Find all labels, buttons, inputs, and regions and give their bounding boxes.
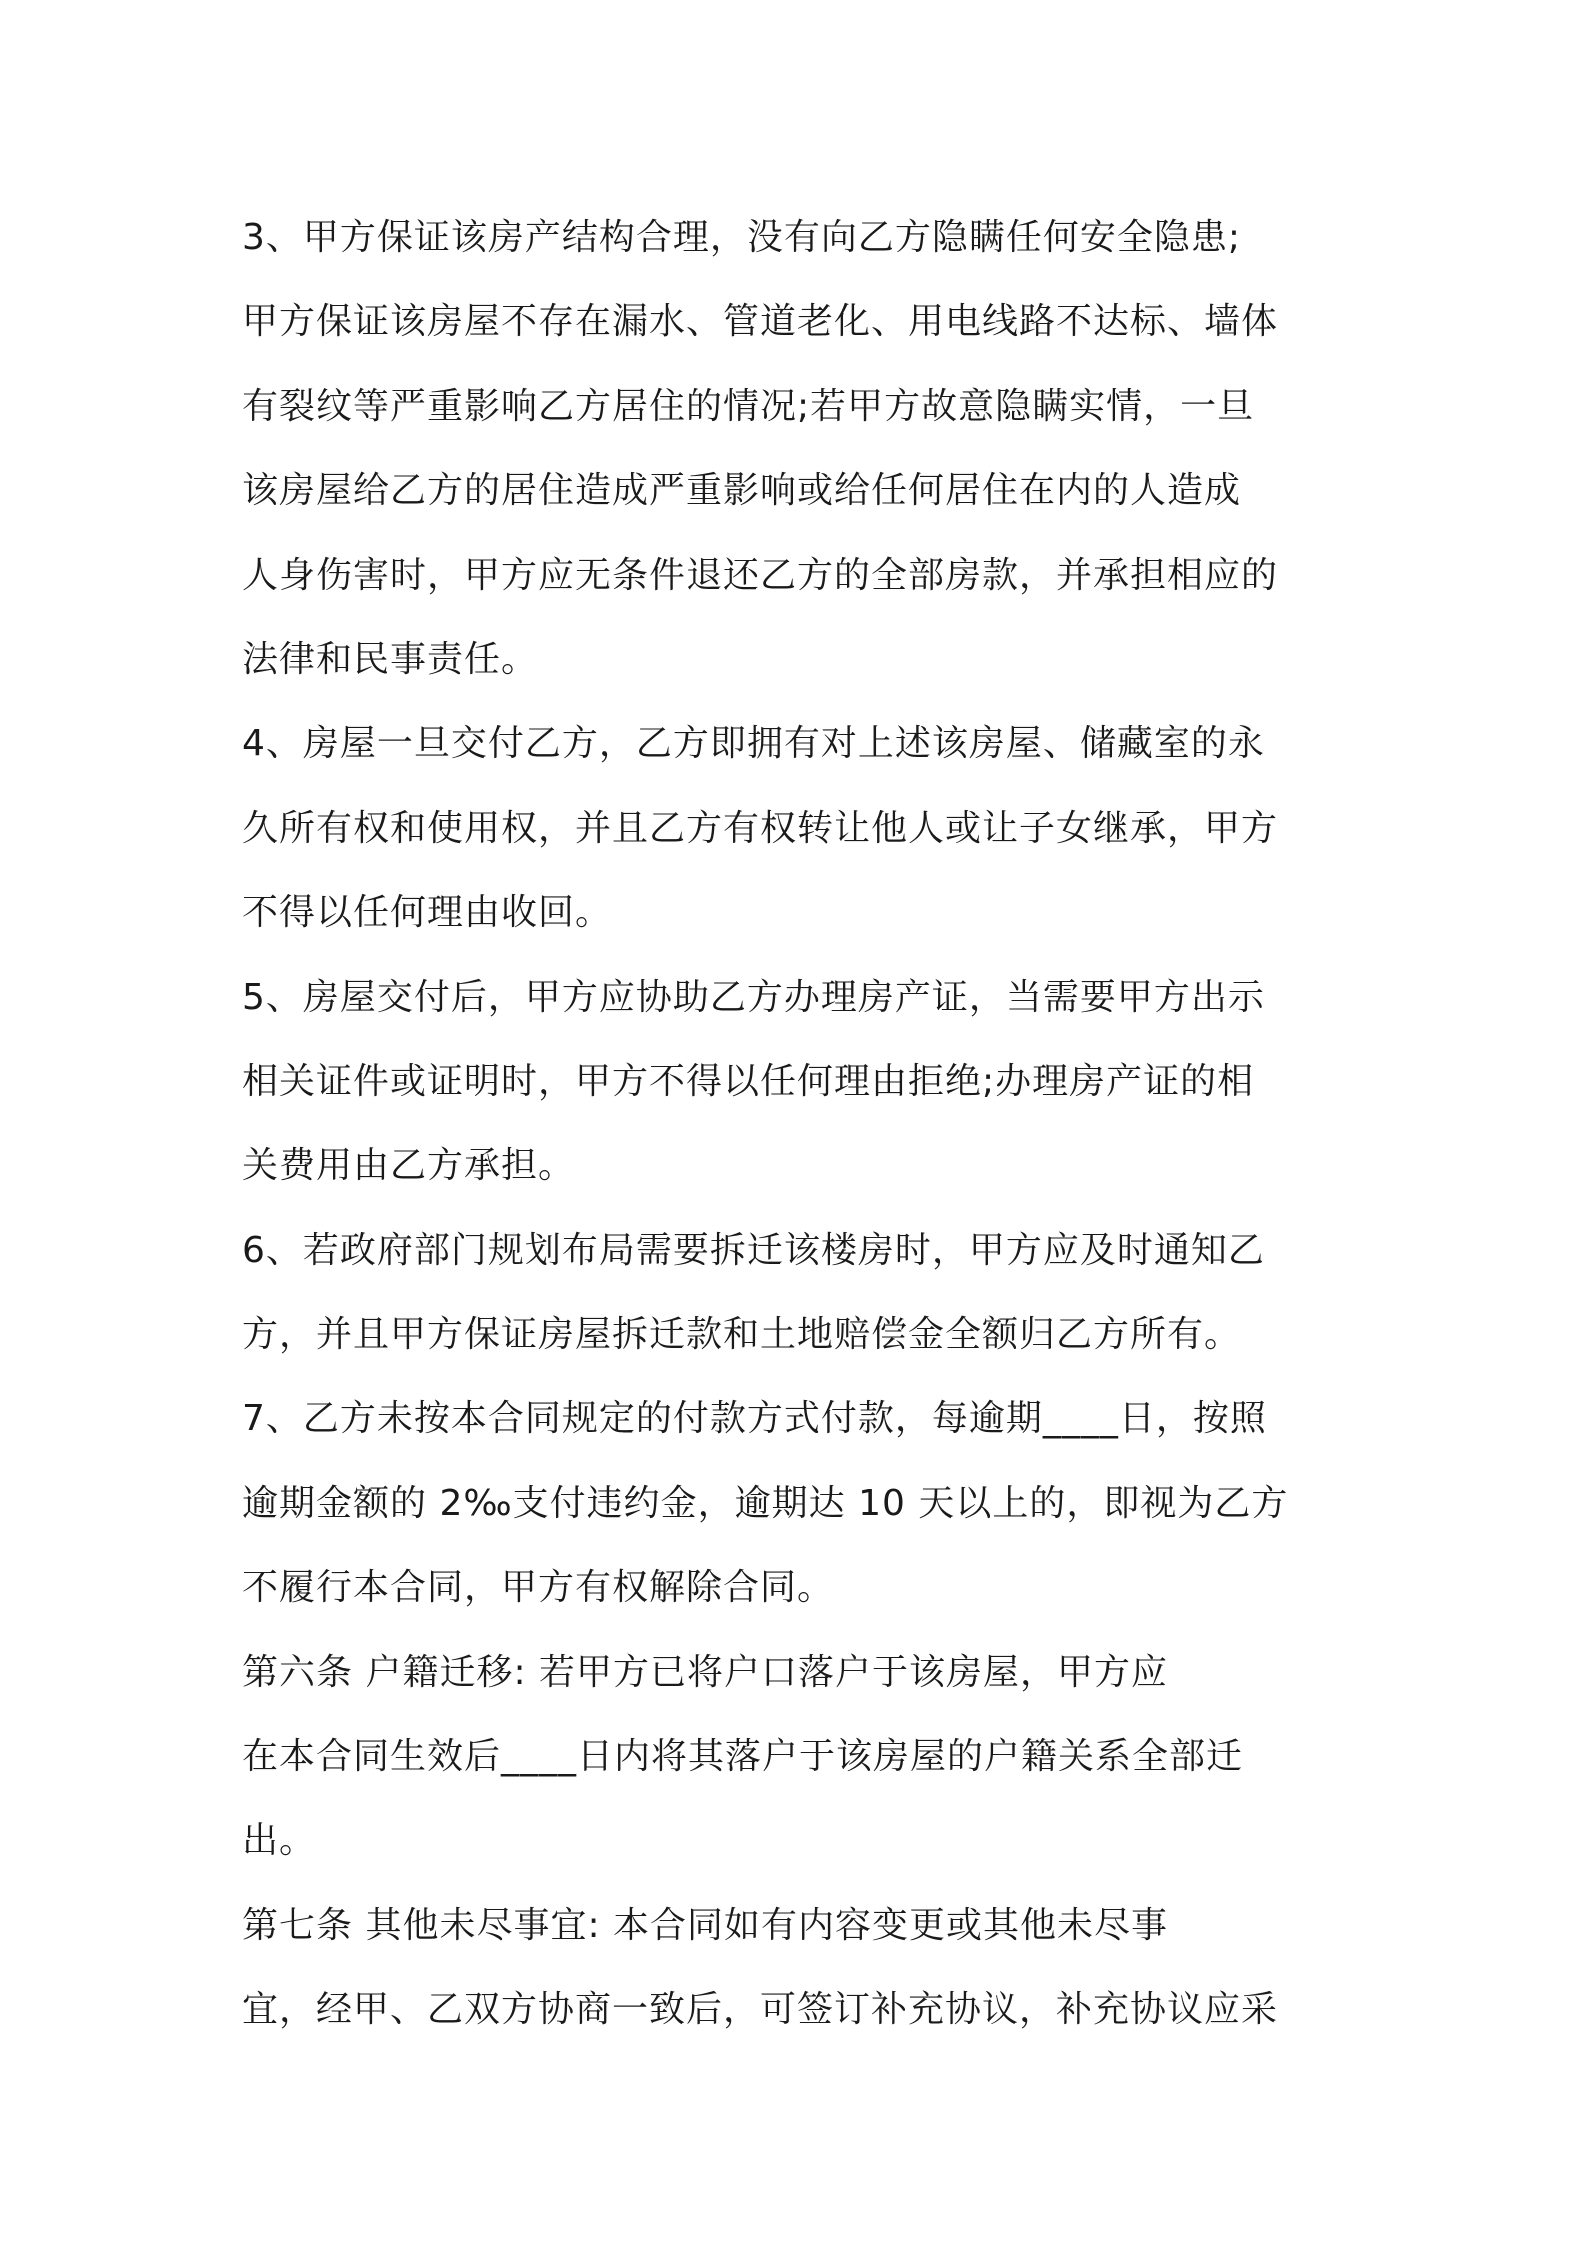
text-line: 第七条 其他未尽事宜: 本合同如有内容变更或其他未尽事 [242,1904,1169,1946]
text-line: 第六条 户籍迁移: 若甲方已将户口落户于该房屋，甲方应 [242,1651,1169,1693]
text-line: 不履行本合同，甲方有权解除合同。 [242,1567,835,1609]
text-line: 4、房屋一旦交付乙方，乙方即拥有对上述该房屋、储藏室的永 [242,723,1265,765]
text-line: 逾期金额的 2‰支付违约金，逾期达 10 天以上的，即视为乙方 [242,1482,1289,1524]
text-line: 久所有权和使用权，并且乙方有权转让他人或让子女继承，甲方 [242,807,1279,849]
text-line: 该房屋给乙方的居住造成严重影响或给任何居住在内的人造成 [242,470,1242,512]
text-line: 7、乙方未按本合同规定的付款方式付款，每逾期____日，按照 [242,1398,1267,1440]
text-line: 6、若政府部门规划布局需要拆迁该楼房时，甲方应及时通知乙 [242,1229,1265,1271]
text-line: 方，并且甲方保证房屋拆迁款和土地赔偿金全额归乙方所有。 [242,1314,1242,1356]
text-line: 有裂纹等严重影响乙方居住的情况;若甲方故意隐瞒实情，一旦 [242,385,1255,427]
text-line: 法律和民事责任。 [242,638,539,680]
text-line: 相关证件或证明时，甲方不得以任何理由拒绝;办理房产证的相 [242,1060,1255,1102]
text-line: 在本合同生效后____日内将其落户于该房屋的户籍关系全部迁 [242,1736,1244,1778]
contract-text [242,196,1350,2053]
text-line: 3、甲方保证该房产结构合理，没有向乙方隐瞒任何安全隐患; [242,217,1242,258]
text-line: 甲方保证该房屋不存在漏水、管道老化、用电线路不达标、墙体 [242,301,1279,343]
text-line: 出。 [242,1820,317,1862]
text-line: 人身伤害时，甲方应无条件退还乙方的全部房款，并承担相应的 [242,554,1279,596]
text-line: 宜，经甲、乙双方协商一致后，可签订补充协议，补充协议应采 [242,1989,1279,2031]
text-line: 不得以任何理由收回。 [242,892,613,934]
text-line: 关费用由乙方承担。 [242,1145,576,1187]
text-line: 5、房屋交付后，甲方应协助乙方办理房产证，当需要甲方出示 [242,976,1265,1018]
